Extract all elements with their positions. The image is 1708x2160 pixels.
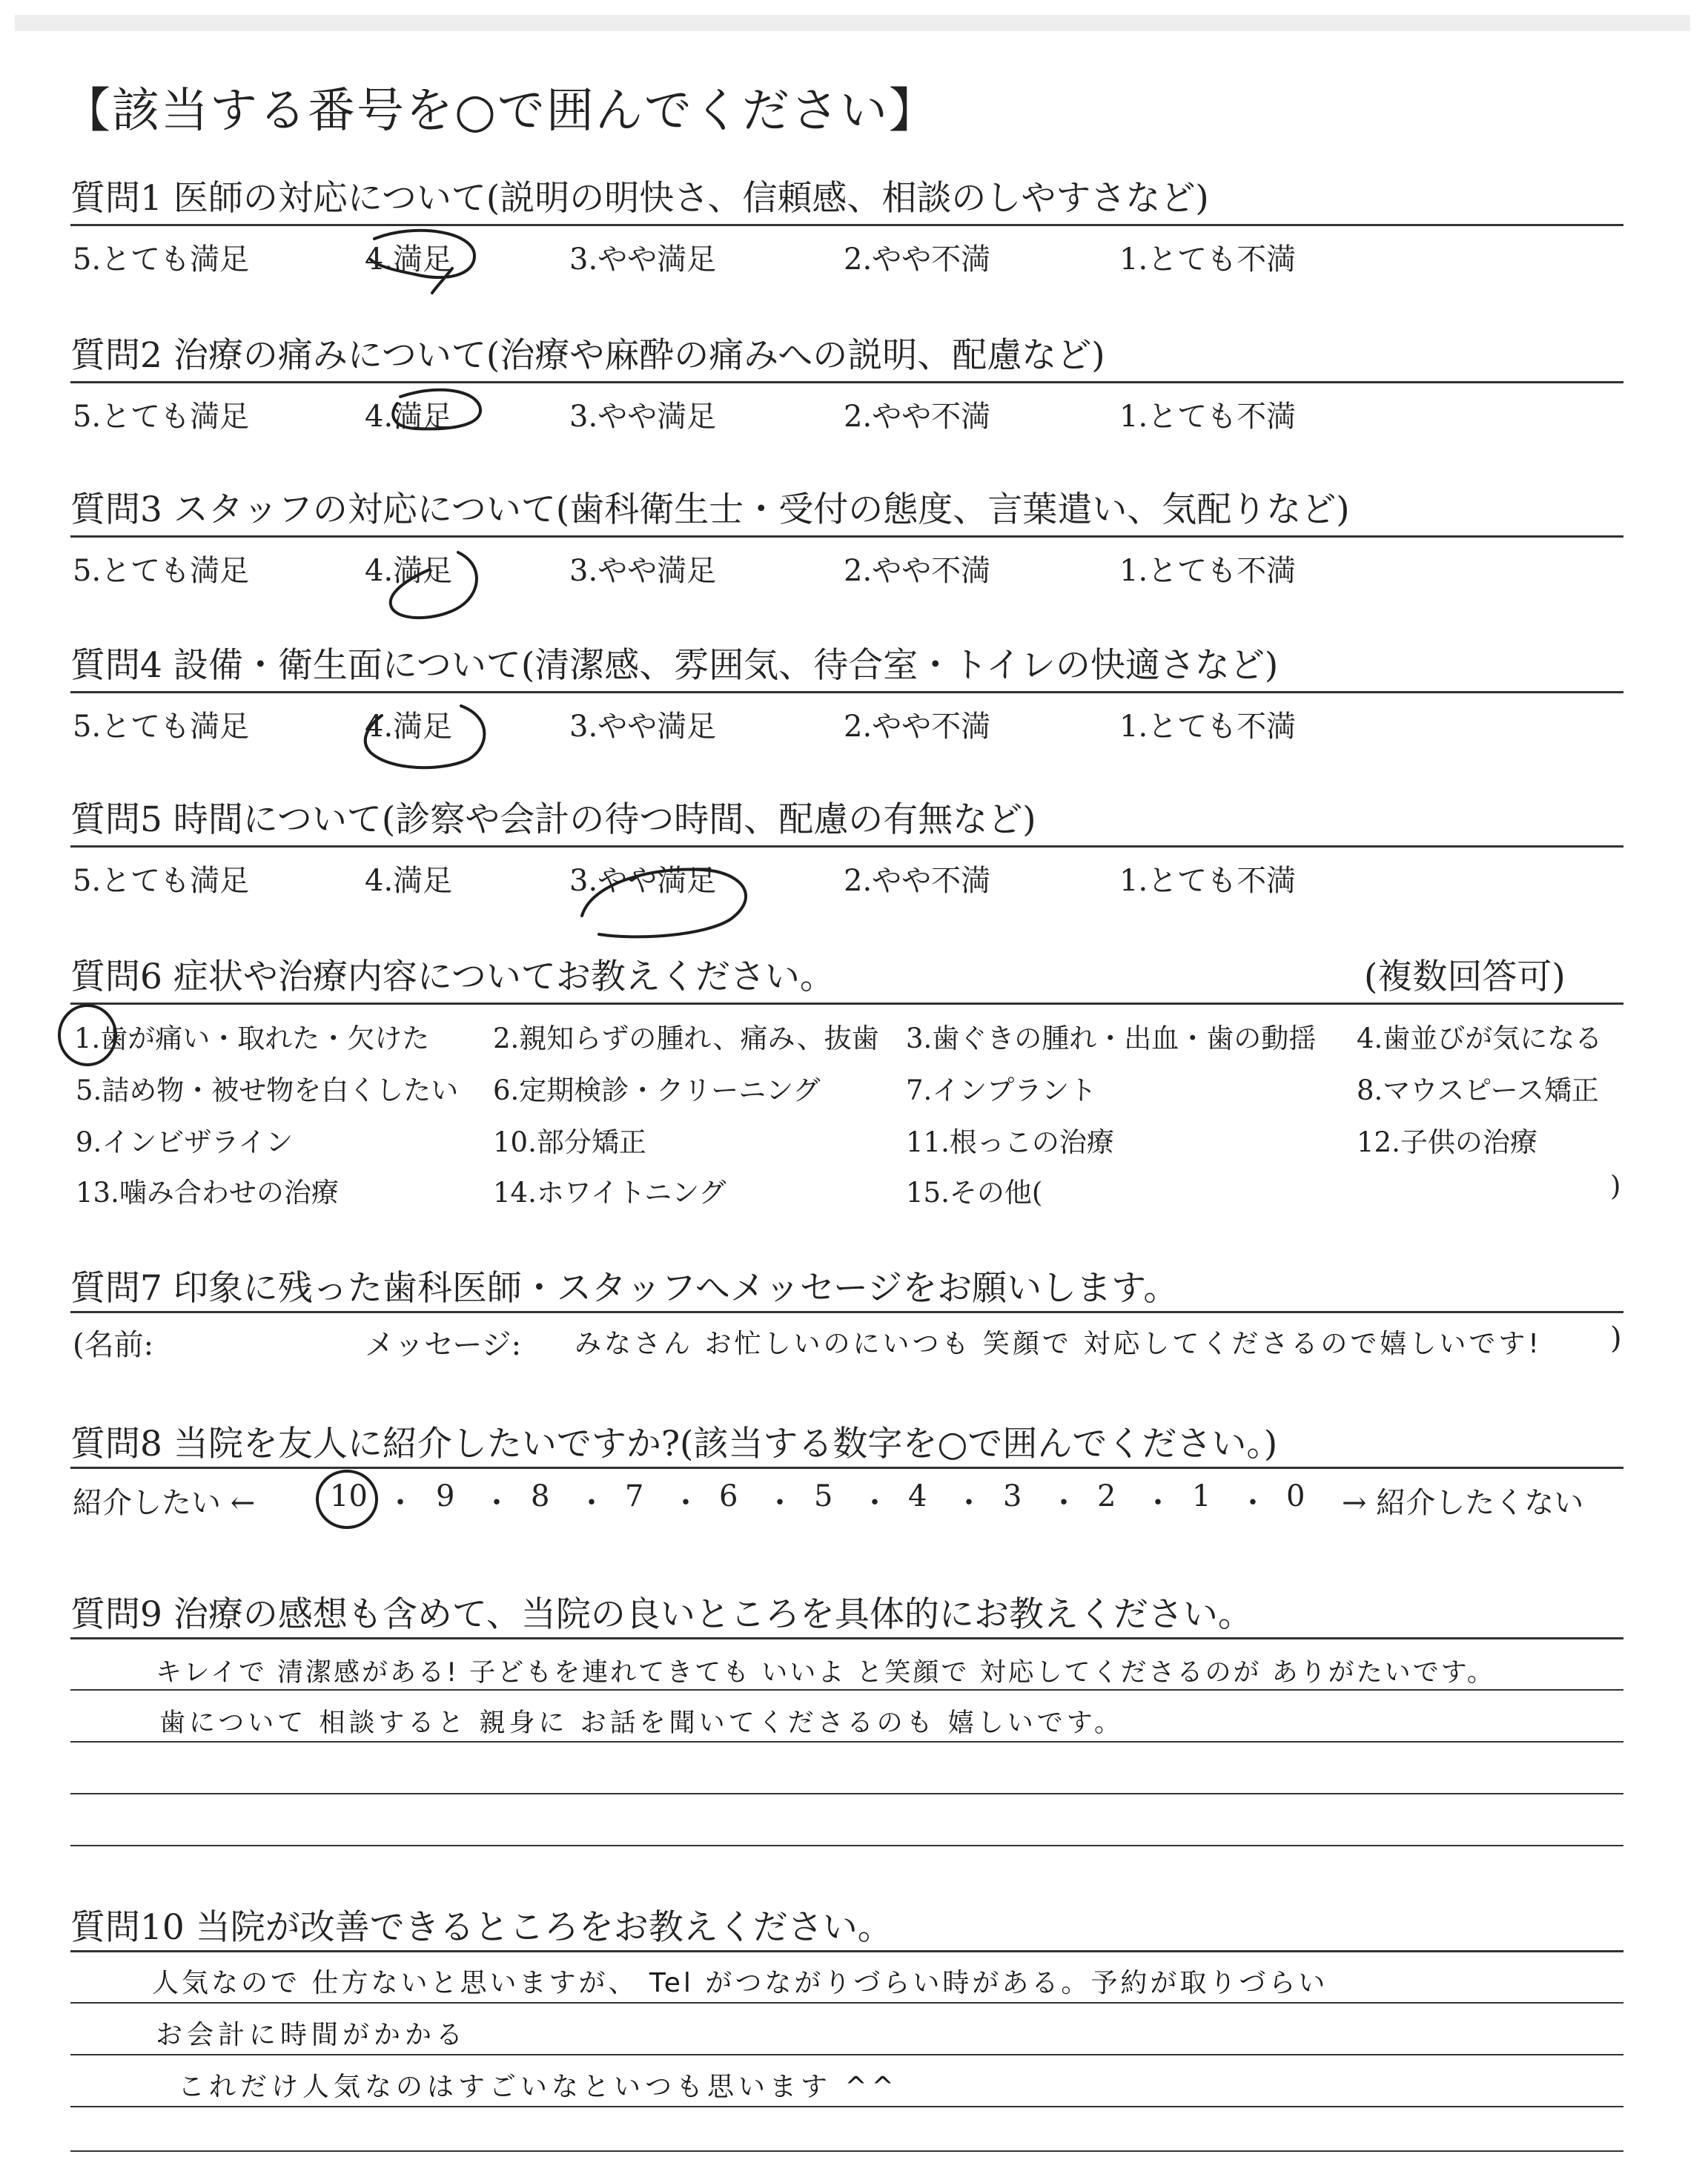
q5-option-1[interactable]: 1.とても不満 [1119, 864, 1297, 898]
q9-answer-line [70, 1741, 1623, 1743]
q2-option-1[interactable]: 1.とても不満 [1119, 400, 1297, 434]
q9-answer-line-2: 歯について 相談すると 親身に お話を聞いてくださるのも 嬉しいです。 [159, 1708, 1125, 1738]
question-8-title: 質問8 当院を友人に紹介したいですか?(該当する数字を○で囲んでください。) [70, 1424, 1278, 1464]
question-6-rule [70, 1003, 1623, 1005]
question-7-title: 質問7 印象に残った歯科医師・スタッフへメッセージをお願いします。 [70, 1268, 1179, 1309]
q6-option-12[interactable]: 12.子供の治療 [1357, 1126, 1537, 1158]
q9-answer-line [70, 1793, 1623, 1794]
q2-option-3[interactable]: 3.やや満足 [569, 400, 717, 434]
q1-option-1[interactable]: 1.とても不満 [1119, 242, 1297, 277]
q7-close-paren: ) [1610, 1321, 1622, 1355]
q6-option-11[interactable]: 11.根っこの治療 [906, 1126, 1114, 1158]
q10-answer-line [70, 2106, 1623, 2107]
q4-option-4[interactable]: 4.満足 [365, 710, 453, 744]
q10-answer-line-2: お会計に時間がかかる [156, 2020, 468, 2050]
question-6-title: 質問6 症状や治療内容についてお教えください。 [70, 957, 835, 997]
question-9-rule [70, 1637, 1623, 1639]
q8-sep: ・ [1049, 1486, 1079, 1520]
q7-message-handwriting: みなさん お忙しいのにいつも 笑顔で 対応してくださるので嬉しいです! [575, 1329, 1542, 1359]
q1-option-2[interactable]: 2.やや不満 [844, 242, 991, 277]
q8-scale-2[interactable]: 2 [1097, 1479, 1116, 1513]
q8-left-label: 紹介したい ← [73, 1486, 256, 1520]
question-8-rule [70, 1467, 1623, 1469]
q8-sep: ・ [385, 1486, 415, 1520]
question-10-rule [70, 1950, 1623, 1952]
question-7-rule [70, 1311, 1623, 1313]
q5-option-2[interactable]: 2.やや不満 [844, 864, 991, 898]
q3-option-4[interactable]: 4.満足 [365, 554, 453, 588]
question-2-rule [70, 381, 1623, 383]
q8-scale-0[interactable]: 0 [1286, 1479, 1305, 1513]
question-5-title: 質問5 時間について(診察や会計の待つ時間、配慮の有無など) [70, 799, 1036, 840]
question-9-title: 質問9 治療の感想も含めて、当院の良いところを具体的にお教えください。 [70, 1594, 1253, 1635]
q3-option-2[interactable]: 2.やや不満 [844, 554, 991, 588]
q9-answer-line [70, 1845, 1623, 1846]
q1-option-3[interactable]: 3.やや満足 [569, 242, 717, 277]
q2-option-5[interactable]: 5.とても満足 [73, 400, 250, 434]
question-10-title: 質問10 当院が改善できるところをお教えください。 [70, 1907, 893, 1948]
q7-name-label: (名前: [73, 1328, 154, 1362]
q6-option-3[interactable]: 3.歯ぐきの腫れ・出血・歯の動揺 [906, 1023, 1317, 1054]
q6-option-7[interactable]: 7.インプラント [906, 1074, 1097, 1106]
q6-option-10[interactable]: 10.部分矯正 [493, 1126, 646, 1158]
q6-option-6[interactable]: 6.定期検診・クリーニング [493, 1074, 821, 1106]
q8-sep: ・ [1238, 1486, 1268, 1520]
q8-scale-10[interactable]: 10 [330, 1479, 368, 1513]
q9-answer-line [70, 1689, 1623, 1691]
form-header: 【該当する番号を○で囲んでください】 [63, 84, 938, 139]
q8-sep: ・ [954, 1486, 984, 1520]
q4-option-5[interactable]: 5.とても満足 [73, 710, 250, 744]
q3-option-1[interactable]: 1.とても不満 [1119, 554, 1297, 588]
q6-option-13[interactable]: 13.噛み合わせの治療 [76, 1177, 339, 1209]
q7-message-label: メッセージ: [365, 1328, 522, 1362]
q6-option-14[interactable]: 14.ホワイトニング [493, 1177, 726, 1209]
question-5-rule [70, 845, 1623, 848]
q6-other-close-paren: ) [1610, 1170, 1621, 1202]
q8-scale-8[interactable]: 8 [531, 1479, 550, 1513]
q6-option-8[interactable]: 8.マウスピース矯正 [1357, 1074, 1599, 1106]
q6-option-2[interactable]: 2.親知らずの腫れ、痛み、抜歯 [493, 1023, 879, 1054]
question-4-title: 質問4 設備・衛生面について(清潔感、雰囲気、待合室・トイレの快適さなど) [70, 645, 1279, 686]
question-3-rule [70, 535, 1623, 538]
q8-sep: ・ [671, 1486, 701, 1520]
q1-option-5[interactable]: 5.とても満足 [73, 242, 250, 277]
q8-scale-4[interactable]: 4 [908, 1479, 927, 1513]
q10-answer-line [70, 2054, 1623, 2055]
q3-option-3[interactable]: 3.やや満足 [569, 554, 717, 588]
q10-answer-line-1: 人気なので 仕方ないと思いますが、 Tel がつながりづらい時がある。予約が取りづらい [152, 1968, 1328, 1998]
q6-option-5[interactable]: 5.詰め物・被せ物を白くしたい [76, 1074, 459, 1106]
q6-option-1[interactable]: 1.歯が痛い・取れた・欠けた [74, 1023, 430, 1054]
q2-option-4[interactable]: 4.満足 [365, 400, 453, 434]
q6-option-9[interactable]: 9.インビザライン [76, 1126, 294, 1158]
q5-option-5[interactable]: 5.とても満足 [73, 864, 250, 898]
q8-sep: ・ [482, 1486, 512, 1520]
question-3-title: 質問3 スタッフの対応について(歯科衛生士・受付の態度、言葉遣い、気配りなど) [70, 489, 1350, 530]
q5-option-4[interactable]: 4.満足 [365, 864, 453, 898]
q8-scale-7[interactable]: 7 [625, 1479, 644, 1513]
q5-option-3[interactable]: 3.やや満足 [569, 864, 717, 898]
q8-sep: ・ [860, 1486, 890, 1520]
q8-sep: ・ [1143, 1486, 1173, 1520]
q8-scale-9[interactable]: 9 [436, 1479, 455, 1513]
question-6-note: (複数回答可) [1364, 957, 1566, 997]
question-2-title: 質問2 治療の痛みについて(治療や麻酔の痛みへの説明、配慮など) [70, 335, 1105, 376]
q4-option-2[interactable]: 2.やや不満 [844, 710, 991, 744]
q1-option-4[interactable]: 4.満足 [365, 242, 453, 277]
q8-scale-1[interactable]: 1 [1192, 1479, 1211, 1513]
q8-scale-6[interactable]: 6 [719, 1479, 738, 1513]
q8-right-label: → 紹介したくない [1342, 1486, 1584, 1520]
scan-top-edge [15, 15, 1690, 31]
q3-option-5[interactable]: 5.とても満足 [73, 554, 250, 588]
q6-option-15[interactable]: 15.その他( [906, 1177, 1043, 1209]
q8-scale-3[interactable]: 3 [1003, 1479, 1022, 1513]
question-1-title: 質問1 医師の対応について(説明の明快さ、信頼感、相談のしやすさなど) [70, 178, 1209, 219]
q4-option-3[interactable]: 3.やや満足 [569, 710, 717, 744]
q2-option-2[interactable]: 2.やや不満 [844, 400, 991, 434]
question-1-rule [70, 224, 1623, 226]
q6-option-4[interactable]: 4.歯並びが気になる [1357, 1023, 1603, 1054]
q9-answer-line-1: キレイで 清潔感がある! 子どもを連れてきても いいよ と笑顔で 対応してくださるのが ありがたいです。 [156, 1658, 1495, 1688]
q4-option-1[interactable]: 1.とても不満 [1119, 710, 1297, 744]
q8-scale-5[interactable]: 5 [814, 1479, 833, 1513]
q10-answer-line [70, 2002, 1623, 2004]
q10-answer-line-3: これだけ人気なのはすごいなといつも思います ^^ [178, 2072, 898, 2102]
q8-sep: ・ [577, 1486, 606, 1520]
q8-sep: ・ [765, 1486, 795, 1520]
question-4-rule [70, 691, 1623, 693]
q10-answer-line [70, 2150, 1623, 2152]
